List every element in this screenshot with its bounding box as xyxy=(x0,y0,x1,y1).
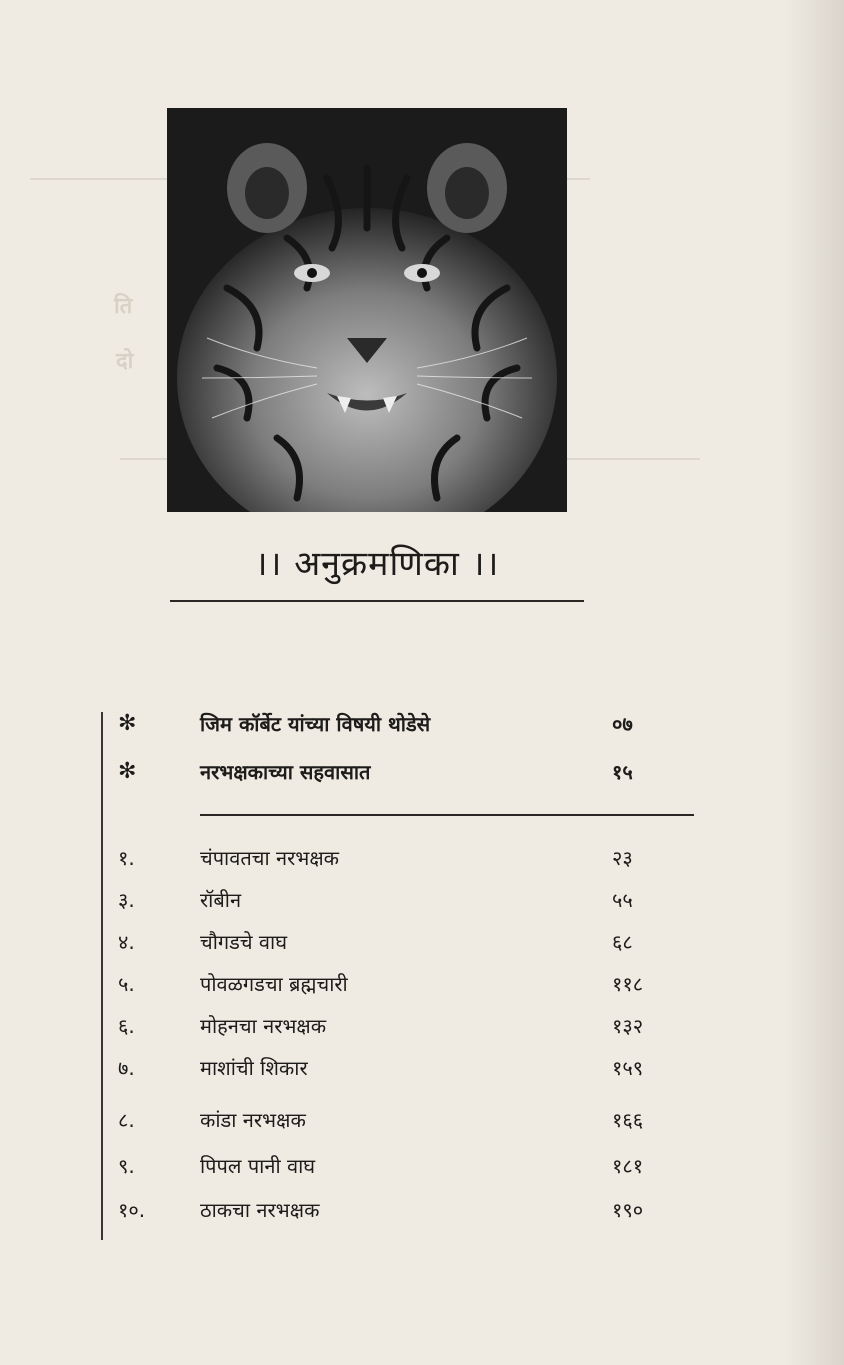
chapter-number: १०. xyxy=(118,1198,146,1222)
toc-entry-title: मोहनचा नरभक्षक xyxy=(200,1014,327,1038)
chapter-number: ७. xyxy=(118,1056,135,1080)
chapter-number: ३. xyxy=(118,888,135,912)
toc-entry-page: १६६ xyxy=(612,1108,644,1132)
toc-entry-title: पोवळगडचा ब्रह्मचारी xyxy=(200,972,348,996)
show-through-glyph: दो xyxy=(116,349,134,374)
toc-entry-chapter xyxy=(0,880,844,920)
heading-underline xyxy=(170,600,584,602)
asterisk-icon: ✻ xyxy=(118,711,137,736)
toc-entry-page: ६८ xyxy=(612,930,633,954)
toc-entry-page: ५५ xyxy=(612,888,633,912)
toc-divider xyxy=(200,814,694,816)
toc-entry-title: चौगडचे वाघ xyxy=(200,930,288,954)
toc-entry-chapter xyxy=(0,1146,844,1186)
toc-entry-chapter xyxy=(0,1006,844,1046)
chapter-number: १. xyxy=(118,846,135,870)
show-through-glyph: ति xyxy=(114,294,133,319)
chapter-number: ६. xyxy=(118,1014,135,1038)
chapter-number: ८. xyxy=(118,1108,135,1132)
toc-entry-front xyxy=(0,704,844,744)
toc-entry-chapter xyxy=(0,1100,844,1140)
toc-heading-block xyxy=(170,536,584,602)
tiger-photo xyxy=(167,108,567,512)
toc-entry-title: चंपावतचा नरभक्षक xyxy=(200,846,340,870)
toc-entry-page: १५ xyxy=(612,760,633,784)
toc-entry-page: २३ xyxy=(612,846,633,870)
toc-entry-chapter xyxy=(0,964,844,1004)
toc-entry-page: १५९ xyxy=(612,1056,644,1080)
toc-entry-title: कांडा नरभक्षक xyxy=(200,1108,306,1132)
toc-entry-title: पिपल पानी वाघ xyxy=(200,1154,316,1178)
toc-entry-title: नरभक्षकाच्या सहवासात xyxy=(200,760,371,784)
toc-entry-chapter xyxy=(0,1048,844,1088)
toc-entry-title: रॉबीन xyxy=(200,888,242,912)
chapter-number: ९. xyxy=(118,1154,135,1178)
toc-entry-page: १८१ xyxy=(612,1154,644,1178)
toc-entry-chapter xyxy=(0,922,844,962)
toc-entry-page: १९० xyxy=(612,1198,644,1222)
chapter-number: ४. xyxy=(118,930,135,954)
toc-entry-page: ०७ xyxy=(612,712,633,736)
toc-entry-front xyxy=(0,752,844,792)
chapter-number: ५. xyxy=(118,972,135,996)
toc-entry-page: १३२ xyxy=(612,1014,644,1038)
toc-entry-title: ठाकचा नरभक्षक xyxy=(200,1198,320,1222)
toc-entry-chapter xyxy=(0,838,844,878)
toc-entry-title: माशांची शिकार xyxy=(200,1056,308,1080)
toc-entry-title: जिम कॉर्बेट यांच्या विषयी थोडेसे xyxy=(200,712,431,736)
asterisk-icon: ✻ xyxy=(118,759,137,784)
toc-entry-chapter xyxy=(0,1190,844,1230)
toc-entry-page: ११८ xyxy=(612,972,644,996)
toc-heading: ।। अनुक्रमणिका ।। xyxy=(254,544,500,584)
